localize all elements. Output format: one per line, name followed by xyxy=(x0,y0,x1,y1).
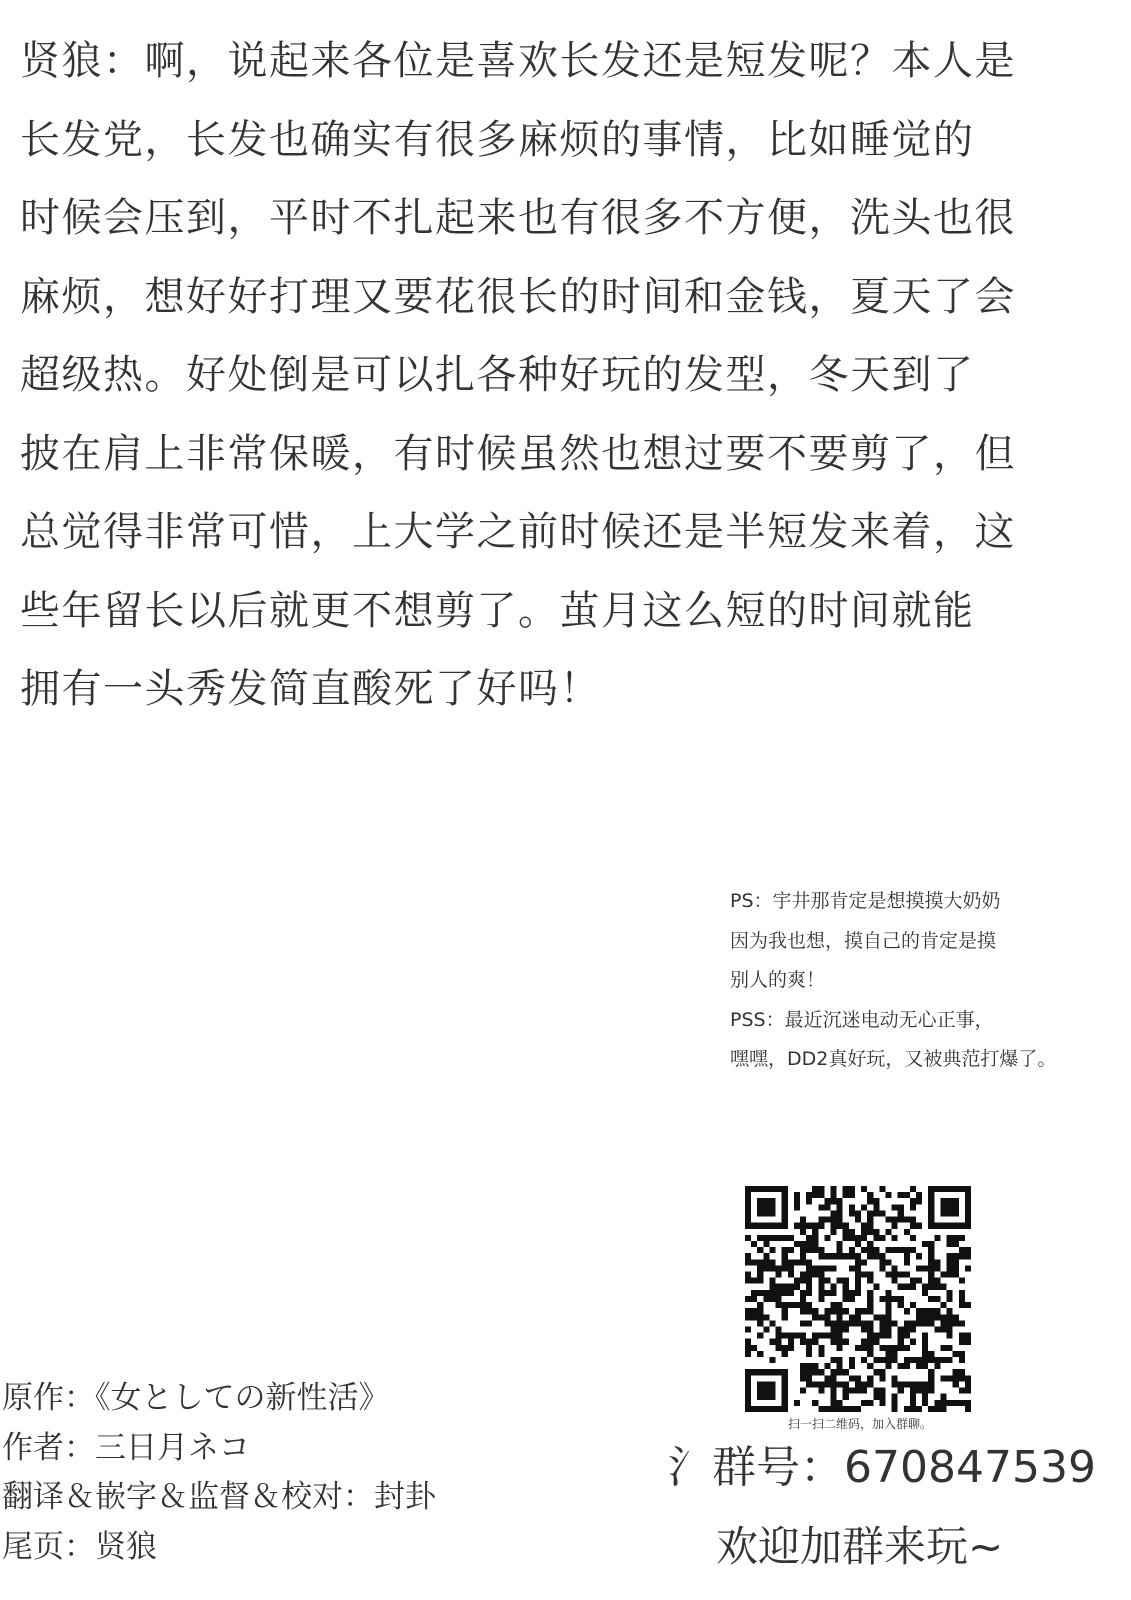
ps-line: PS：宇井那肯定是想摸摸大奶奶 xyxy=(730,890,1001,912)
credit-author: 作者：三日月ネコ xyxy=(2,1429,250,1466)
ps-line: PSS：最近沉迷电动无心正事， xyxy=(730,1008,994,1031)
ps-line: 别人的爽！ xyxy=(730,969,826,991)
ps-line: 因为我也想，摸自己的肯定是摸 xyxy=(730,929,997,952)
note-line: 贤狼：啊，说起来各位是喜欢长发还是短发呢？本人是 xyxy=(20,38,1016,84)
qr-code-icon[interactable] xyxy=(745,1186,971,1412)
main-note xyxy=(20,22,1110,729)
qr-caption: 扫一扫二维码，加入群聊。 xyxy=(787,1417,932,1431)
note-line: 时候会压到，平时不扎起来也有很多不方便，洗头也很 xyxy=(20,195,1016,241)
note-line: 拥有一头秀发简直酸死了好吗！ xyxy=(20,666,601,712)
note-line: 超级热。好处倒是可以扎各种好玩的发型，冬天到了 xyxy=(20,352,975,398)
ps-note xyxy=(730,882,1120,1080)
note-line: 披在肩上非常保暖，有时候虽然也想过要不要剪了，但 xyxy=(20,430,1016,477)
note-line: 长发党，长发也确实有很多麻烦的事情，比如睡觉的 xyxy=(20,116,975,163)
note-line: 些年留长以后就更不想剪了。茧月这么短的时间就能 xyxy=(20,587,975,634)
qr-code-graphic xyxy=(745,1186,971,1412)
credit-staff: 翻译＆嵌字＆监督＆校对：封卦 xyxy=(2,1479,436,1515)
welcome-text: 欢迎加群来玩~ xyxy=(716,1522,1004,1571)
ps-line: 嘿嘿，DD2真好玩，又被典范打爆了。 xyxy=(730,1048,1057,1070)
credit-last-page: 尾页：贤狼 xyxy=(2,1528,157,1565)
note-line: 总觉得非常可惜，上大学之前时候还是半短发来着，这 xyxy=(20,509,1016,555)
credits xyxy=(2,1374,622,1572)
group-number: 氵群号：670847539 xyxy=(668,1442,1096,1493)
credit-original: 原作：《女としての新性活》 xyxy=(2,1380,390,1416)
note-line: 麻烦，想好好打理又要花很长的时间和金钱，夏天了会 xyxy=(20,273,1016,320)
